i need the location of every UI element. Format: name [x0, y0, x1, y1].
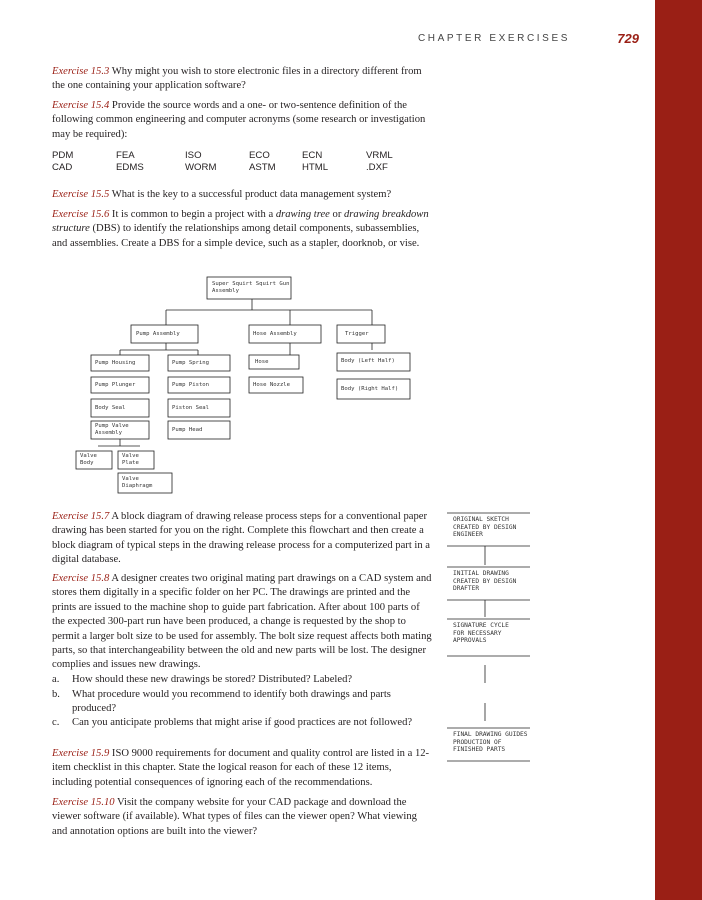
exercise-label: Exercise 15.3 — [52, 66, 110, 77]
list-marker: c. — [52, 717, 60, 728]
flowchart-step: SIGNATURE CYCLE FOR NECESSARY APPROVALS — [453, 622, 509, 645]
list-text: What procedure would you recommend to identify both drawings and parts produced? — [72, 689, 391, 715]
acronym: HTML — [302, 162, 329, 174]
dbs-pump-valve-assembly: Pump Valve Assembly — [95, 423, 129, 436]
list-text: How should these new drawings be stored? Distributed? Labeled? — [72, 674, 353, 685]
chapter-label: CHAPTER EXERCISES — [417, 33, 570, 44]
acronym: ASTM — [249, 162, 276, 174]
dbs-root: Super Squirt Squirt Gun Assembly — [212, 281, 290, 294]
exercise-text: What is the key to a successful product data management system? — [111, 189, 392, 200]
acronym: CAD — [52, 162, 73, 174]
dbs-pump-assembly: Pump Assembly — [136, 331, 180, 337]
exercise-label: Exercise 15.9 — [52, 748, 110, 759]
term-drawing-breakdown-structure: drawing breakdown structure — [52, 209, 429, 235]
acronym: ECN — [302, 150, 323, 161]
dbs-body-seal: Body Seal — [95, 405, 126, 411]
dbs-valve-plate: Valve Plate — [122, 453, 139, 466]
term-drawing-tree: drawing tree — [275, 209, 330, 220]
dbs-valve-body: Valve Body — [80, 453, 97, 466]
exercise-label: Exercise 15.6 — [52, 209, 110, 220]
dbs-hose-assembly: Hose Assembly — [253, 331, 297, 337]
dbs-body-right-half: Body (Right Half) — [341, 386, 399, 392]
dbs-pump-housing: Pump Housing — [95, 360, 136, 366]
acronym: .DXF — [366, 162, 388, 174]
exercise-15-8 — [52, 572, 432, 673]
exercise-text: A designer creates two original mating part drawings on a CAD system and stores them digitally in a specific folder on her PC. The drawings are printed and the prints are issued to the machine shop to guide part fabrication. After about 100 parts of the expected 300-part run have been produced, a change is requested by the shop to permit a larger bolt size to be used for assembly. The bolt size request affects both mating parts, so that interchangeability between the old and new parts will be lost. The designer complies and issues new drawings. — [52, 573, 432, 671]
dbs-pump-plunger: Pump Plunger — [95, 382, 136, 388]
exercise-text: ISO 9000 requirements for document and quality control are listed in a 12-item checklist in this chapter. State the logical reason for each of these 12 items, including potential consequences of ignoring each of the recommendations. — [52, 748, 430, 788]
exercise-15-9 — [52, 747, 432, 790]
exercise-text: Provide the source words and a one- or two-sentence definition of the following common engineering and computer acronyms (some research or investigation may be required): — [52, 100, 426, 140]
dbs-pump-piston: Pump Piston — [172, 382, 210, 388]
acronym: ECO — [249, 150, 270, 161]
acronym: EDMS — [116, 162, 144, 174]
flowchart-step: ORIGINAL SKETCH CREATED BY DESIGN ENGINEER — [453, 516, 517, 539]
acronym: FEA — [116, 150, 135, 161]
acronym: VRML — [366, 150, 393, 161]
exercise-label: Exercise 15.8 — [52, 573, 110, 584]
exercise-label: Exercise 15.4 — [52, 100, 110, 111]
dbs-trigger: Trigger — [345, 331, 369, 337]
list-text: Can you anticipate problems that might arise if good practices are not followed? — [72, 717, 413, 728]
exercise-label: Exercise 15.5 — [52, 189, 110, 200]
list-marker: b. — [52, 689, 60, 700]
exercise-label: Exercise 15.10 — [52, 797, 115, 808]
dbs-pump-head: Pump Head — [172, 427, 203, 433]
dbs-hose-nozzle: Hose Nozzle — [253, 382, 291, 388]
exercise-text: It is common to begin a project with a — [111, 209, 274, 220]
exercise-15-7 — [52, 510, 432, 568]
exercise-text: or — [332, 209, 342, 220]
acronym: ISO — [185, 150, 202, 161]
flowchart-step: FINAL DRAWING GUIDES PRODUCTION OF FINISHED PARTS — [453, 731, 528, 754]
exercise-label: Exercise 15.7 — [52, 511, 110, 522]
exercise-text: A block diagram of drawing release process steps for a conventional paper drawing has been started for you on the right. Complete this flowchart and then create a block diagram of typical steps in the drawing release process for a computerized part in a digital database. — [52, 511, 430, 566]
acronym: PDM — [52, 150, 74, 161]
page-number: 729 — [617, 31, 639, 46]
dbs-valve-diaphragm: Valve Diaphragm — [122, 476, 153, 489]
exercise-text: Why might you wish to store electronic files in a directory different from the one containing your application software? — [52, 66, 422, 92]
dbs-body-left-half: Body (Left Half) — [341, 358, 395, 364]
acronym: WORM — [185, 162, 217, 174]
exercise-text: Visit the company website for your CAD package and download the viewer software (if available). What types of files can the viewer open? What viewing and annotation options are built into the viewer? — [52, 797, 417, 837]
dbs-piston-seal: Piston Seal — [172, 405, 210, 411]
list-marker: a. — [52, 674, 60, 685]
exercise-15-10 — [52, 796, 432, 839]
dbs-pump-spring: Pump Spring — [172, 360, 210, 366]
flowchart-step: INITIAL DRAWING CREATED BY DESIGN DRAFTER — [453, 570, 517, 593]
exercise-text: (DBS) to identify the relationships among detail components, subassemblies, and assemblies. Create a DBS for a simple device, such as a stapler, doorknob, or vise. — [52, 223, 420, 249]
dbs-hose: Hose — [255, 359, 269, 365]
